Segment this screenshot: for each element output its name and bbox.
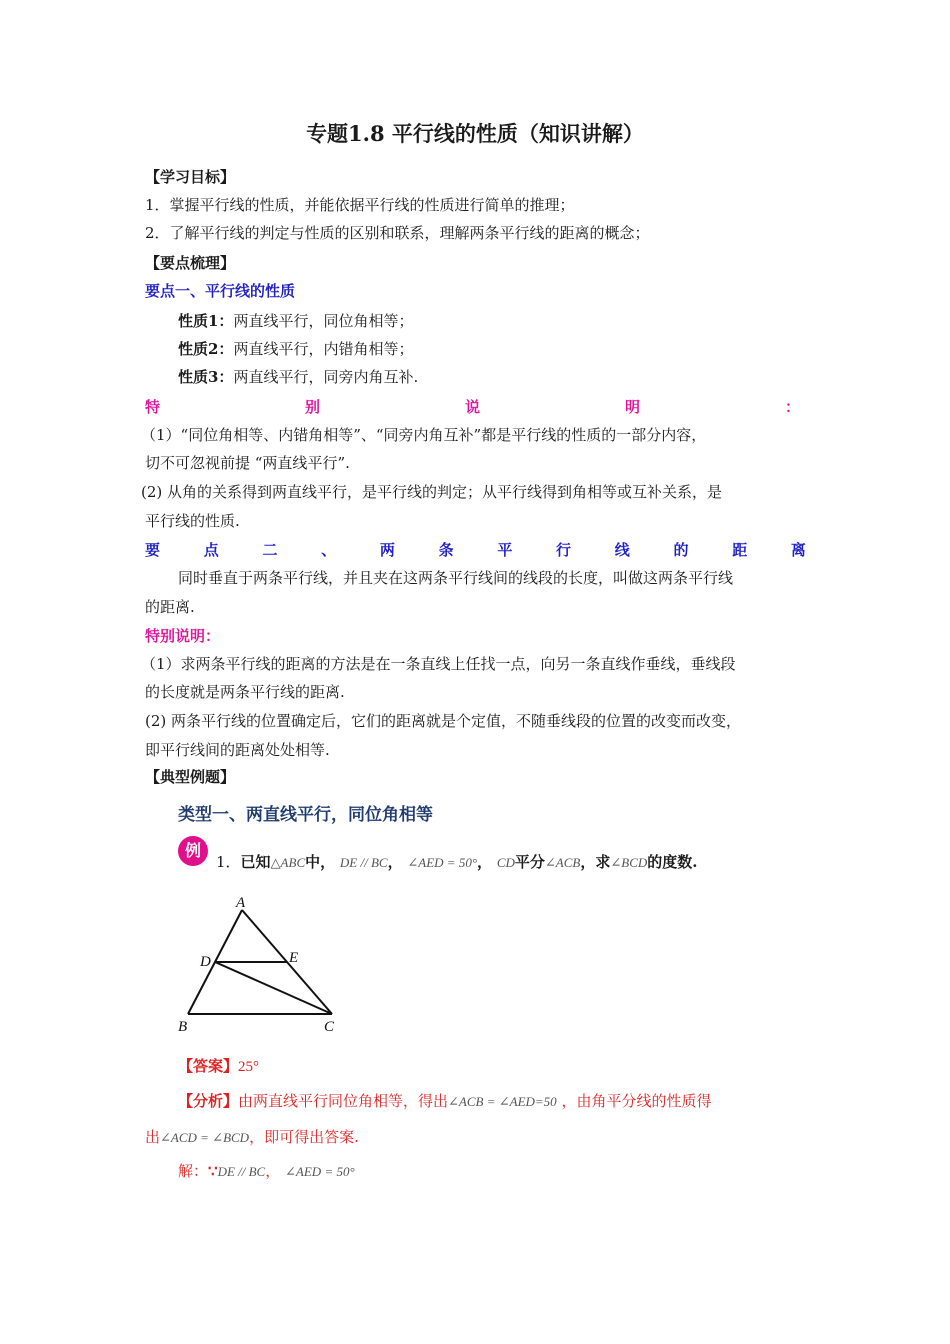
label-d: D <box>200 954 211 970</box>
math-expr: ∠ACB <box>544 855 581 870</box>
goal-item-2: 2．了解平行线的判定与性质的区别和联系，理解两条平行线的距离的概念； <box>145 224 650 242</box>
math-expr: △ABC <box>270 855 306 870</box>
title-char: 二 <box>262 541 278 559</box>
note1-line-4: 平行线的性质. <box>145 512 240 530</box>
question-text: 中， <box>305 853 336 871</box>
goals-heading: 【学习目标】 <box>145 168 236 186</box>
property-label: 性质3： <box>178 368 234 386</box>
title-char: 线 <box>614 541 630 559</box>
property-text: 两直线平行，同旁内角互补. <box>233 368 419 386</box>
note1-line-1: （1）“同位角相等、内错角相等”、“同旁内角互补”都是平行线的性质的一部分内容， <box>141 426 707 444</box>
question-text: 平分 <box>514 853 545 871</box>
math-expr: DE // BC <box>339 855 388 870</box>
solution-text: ， <box>265 1162 281 1180</box>
point1-title: 要点一、平行线的性质 <box>145 282 296 300</box>
example-badge: 例 <box>178 836 208 866</box>
title-char: 要 <box>145 541 161 559</box>
note-char: 特 <box>145 398 161 416</box>
math-expr: ∠AED = 50° <box>285 1164 355 1179</box>
title-char: 行 <box>556 541 572 559</box>
title-char: 平 <box>497 541 513 559</box>
solution-label: 解： <box>178 1162 209 1180</box>
segment-dc <box>215 962 332 1014</box>
label-e: E <box>289 950 299 966</box>
note2-line-4: 即平行线间的距离处处相等. <box>145 741 330 759</box>
analysis-line-2 <box>145 1126 359 1147</box>
special-note-title-2: 特别说明： <box>145 627 221 645</box>
property-2 <box>178 338 413 359</box>
title-char: 条 <box>438 541 454 559</box>
analysis-text: 由两直线平行同位角相等，得出 <box>238 1092 449 1110</box>
property-label: 性质1： <box>178 312 234 330</box>
special-note-title <box>145 396 800 417</box>
title-char: 离 <box>790 541 806 559</box>
analysis-line-1 <box>178 1090 711 1111</box>
title-char: 两 <box>379 541 395 559</box>
property-1 <box>178 310 413 331</box>
note2-line-3: (2) 两条平行线的位置确定后，它们的距离就是个定值，不随垂线段的位置的改变而改变， <box>145 712 742 730</box>
math-expr: DE // BC <box>217 1164 266 1179</box>
note1-line-2: 切不可忽视前提 “两直线平行”. <box>145 454 350 472</box>
question-1 <box>216 851 698 872</box>
question-text: ， <box>477 853 493 871</box>
property-text: 两直线平行，内错角相等； <box>233 340 414 358</box>
math-expr: ∠ACD = ∠BCD <box>160 1130 250 1145</box>
analysis-label: 【分析】 <box>178 1092 239 1110</box>
note-char: 明 <box>624 398 640 416</box>
answer-label: 【答案】 <box>178 1057 239 1075</box>
label-a: A <box>236 895 246 911</box>
title-char: 的 <box>673 541 689 559</box>
triangle-figure <box>170 892 350 1037</box>
answer-value: 25° <box>238 1059 260 1075</box>
question-text: 的度数. <box>647 853 698 871</box>
analysis-text: 出 <box>145 1128 161 1146</box>
answer-line <box>178 1055 259 1076</box>
property-text: 两直线平行，同位角相等； <box>233 312 414 330</box>
label-c: C <box>324 1019 335 1035</box>
solution-line <box>178 1160 355 1181</box>
point2-body-2: 的距离. <box>145 598 195 616</box>
question-text: ，求 <box>580 853 611 871</box>
note2-line-2: 的长度就是两条平行线的距离. <box>145 683 345 701</box>
note2-line-1: （1）求两条平行线的距离的方法是在一条直线上任找一点，向另一条直线作垂线，垂线段 <box>141 655 736 673</box>
note-char: 说 <box>464 398 480 416</box>
analysis-text: ，即可得出答案. <box>249 1128 359 1146</box>
note-char: ： <box>784 398 800 416</box>
math-expr: ∠BCD <box>610 855 648 870</box>
because-symbol: ∵ <box>208 1162 218 1180</box>
math-expr: ∠ACB = ∠AED=50 <box>448 1094 557 1109</box>
point2-title <box>145 539 806 560</box>
math-expr: ∠AED = 50° <box>407 855 478 870</box>
note-char: 别 <box>304 398 320 416</box>
title-char: 、 <box>321 541 337 559</box>
property-label: 性质2： <box>178 340 234 358</box>
property-3 <box>178 366 418 387</box>
goal-item-1: 1．掌握平行线的性质，并能依据平行线的性质进行简单的推理； <box>145 196 575 214</box>
point2-body-1: 同时垂直于两条平行线，并且夹在这两条平行线间的线段的长度，叫做这两条平行线 <box>178 569 734 587</box>
note1-line-3: (2) 从角的关系得到两直线平行，是平行线的判定；从平行线得到角相等或互补关系，是 <box>141 483 723 501</box>
title-char: 距 <box>732 541 748 559</box>
examples-heading: 【典型例题】 <box>145 768 236 786</box>
question-text: ， <box>387 853 403 871</box>
points-heading: 【要点梳理】 <box>145 254 236 272</box>
analysis-text: ，由角平分线的性质得 <box>561 1092 712 1110</box>
question-number: 1． <box>216 853 241 871</box>
math-expr: CD <box>496 855 515 870</box>
label-b: B <box>178 1019 188 1035</box>
question-text: 已知 <box>240 853 271 871</box>
type1-title: 类型一、两直线平行，同位角相等 <box>178 805 433 825</box>
page-title: 专题1.8 平行线的性质（知识讲解） <box>306 121 644 146</box>
title-char: 点 <box>203 541 219 559</box>
